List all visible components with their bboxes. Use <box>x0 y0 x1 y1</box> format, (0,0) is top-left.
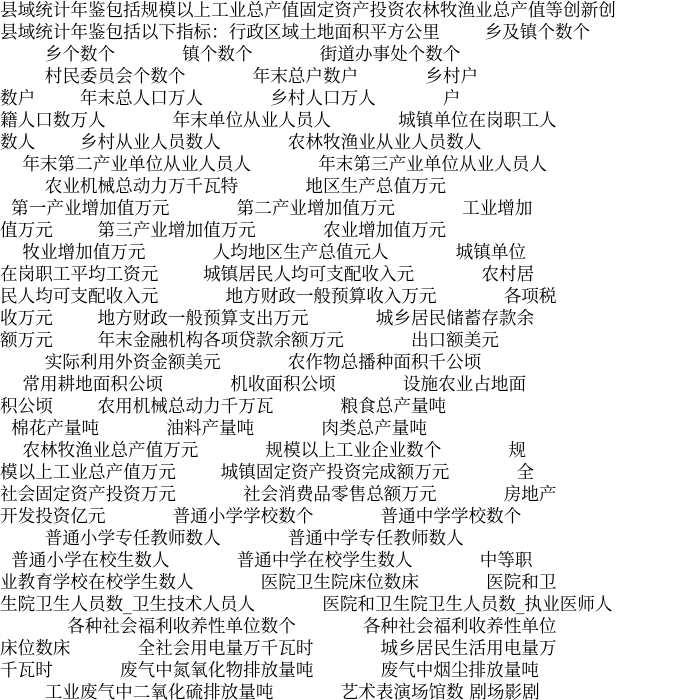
text-line: 收万元 地方财政一般预算支出万元 城乡居民储蓄存款余 <box>0 309 535 329</box>
text-line: 农业机械总动力万千瓦特 地区生产总值万元 <box>0 177 447 197</box>
text-line: 生院卫生人员数_卫生技术人员人 医院和卫生院卫生人员数_执业医师人 <box>0 595 613 615</box>
text-line: 各种社会福利收养性单位数个 各种社会福利收养性单位 <box>0 617 557 637</box>
text-line: 额万元 年末金融机构各项贷款余额万元 出口额美元 <box>0 331 499 351</box>
text-line: 在岗职工平均工资元 城镇居民人均可支配收入元 农村居 <box>0 265 535 285</box>
text-line: 农林牧渔业总产值万元 规模以上工业企业数个 规 <box>0 441 527 461</box>
text-line: 村民委员会个数个 年末总户数户 乡村户 <box>0 67 479 87</box>
text-line: 数户 年末总人口万人 乡村人口万人 户 <box>0 89 461 109</box>
text-line: 县域统计年鉴包括规模以上工业总产值固定资产投资农林牧渔业总产值等创新创 <box>0 1 616 21</box>
text-line: 民人均可支配收入元 地方财政一般预算收入万元 各项税 <box>0 287 557 307</box>
text-line: 工业废气中二氧化硫排放量吨 艺术表演场馆数 剧场影剧 <box>0 683 540 700</box>
text-line: 常用耕地面积公顷 机收面积公顷 设施农业占地面 <box>0 375 527 395</box>
text-line: 积公顷 农用机械总动力千万瓦 粮食总产量吨 <box>0 397 447 417</box>
text-line: 数人 乡村从业人员数人 农林牧渔业从业人员数人 <box>0 133 482 153</box>
text-line: 籍人口数万人 年末单位从业人员人 城镇单位在岗职工人 <box>0 111 557 131</box>
text-line: 普通小学在校生数人 普通中学在校学生数人 中等职 <box>0 551 533 571</box>
text-line: 第一产业增加值万元 第二产业增加值万元 工业增加 <box>0 199 533 219</box>
text-line: 县域统计年鉴包括以下指标：行政区域土地面积平方公里 乡及镇个数个 <box>0 23 591 43</box>
text-line: 床位数床 全社会用电量万千瓦时 城乡居民生活用电量万 <box>0 639 557 659</box>
text-line: 社会固定资产投资万元 社会消费品零售总额万元 房地产 <box>0 485 557 505</box>
text-line: 年末第二产业单位从业人员人 年末第三产业单位从业人员人 <box>0 155 547 175</box>
text-line: 实际利用外资金额美元 农作物总播种面积千公顷 <box>0 353 482 373</box>
text-line: 值万元 第三产业增加值万元 农业增加值万元 <box>0 221 447 241</box>
text-line: 牧业增加值万元 人均地区生产总值元人 城镇单位 <box>0 243 527 263</box>
text-line: 棉花产量吨 油料产量吨 肉类总产量吨 <box>0 419 427 439</box>
text-line: 普通小学专任教师数人 普通中学专任教师数人 <box>0 529 464 549</box>
text-line: 模以上工业总产值万元 城镇固定资产投资完成额万元 全 <box>0 463 535 483</box>
text-line: 业教育学校在校学生数人 医院卫生院床位数床 医院和卫 <box>0 573 557 593</box>
text-line: 开发投资亿元 普通小学学校数个 普通中学学校数个 <box>0 507 522 527</box>
text-line: 千瓦时 废气中氮氧化物排放量吨 废气中烟尘排放量吨 <box>0 661 539 681</box>
text-line: 乡个数个 镇个数个 街道办事处个数个 <box>0 45 461 65</box>
